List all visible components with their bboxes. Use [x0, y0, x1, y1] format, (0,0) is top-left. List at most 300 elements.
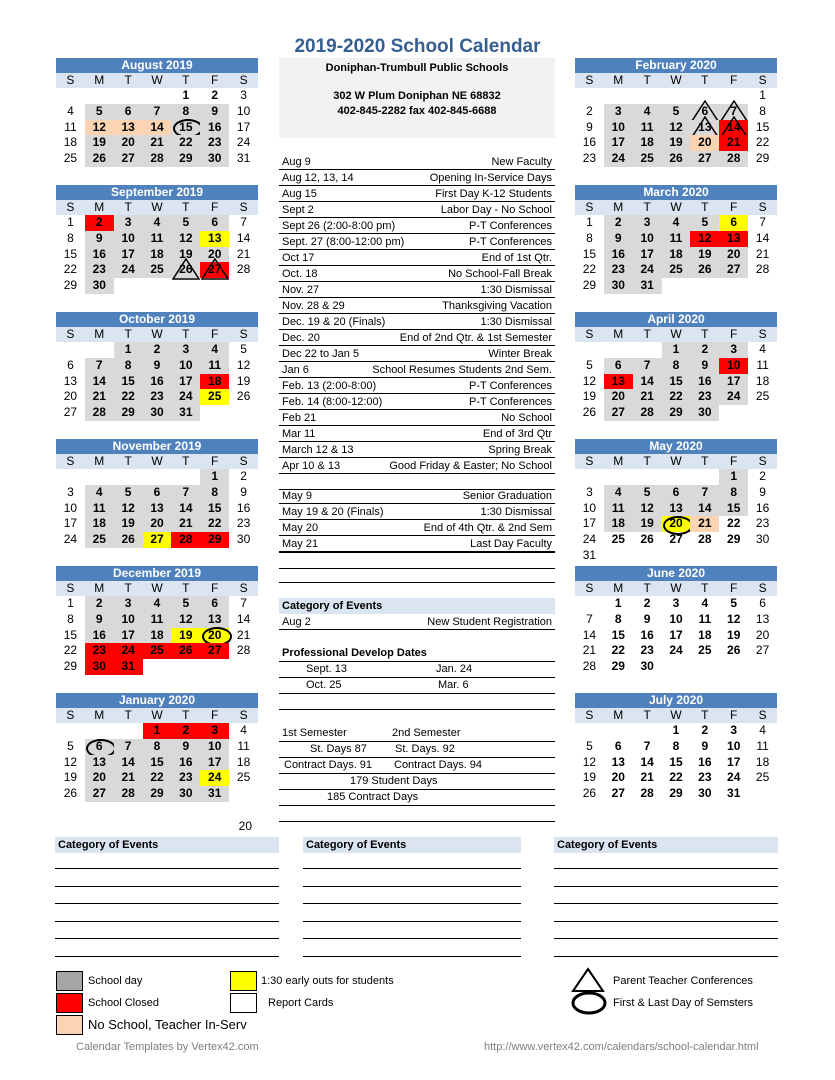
day-number: 16 — [236, 500, 251, 515]
day-cell — [662, 358, 691, 374]
day-number: 20 — [669, 516, 683, 531]
day-number: 23 — [92, 262, 106, 277]
day-cell — [690, 755, 719, 771]
legend-early: 1:30 early outs for students — [261, 975, 394, 987]
day-cell — [719, 262, 748, 278]
weekday-label: F — [211, 454, 219, 468]
empty-cell — [114, 88, 143, 104]
day-number: 25 — [63, 151, 78, 166]
day-number: 18 — [92, 516, 106, 531]
day-number: 1 — [182, 88, 190, 102]
weekday-label: T — [182, 454, 190, 468]
day-cell — [114, 231, 143, 247]
day-number: 28 — [92, 405, 106, 420]
day-number: 3 — [124, 596, 132, 610]
day-cell — [229, 262, 258, 278]
day-cell — [633, 358, 662, 374]
day-cell — [229, 389, 258, 405]
prof-dev-heading: Professional Develop Dates — [282, 647, 427, 659]
day-cell — [662, 786, 691, 802]
day-cell — [748, 342, 777, 358]
day-number: 30 — [150, 405, 164, 420]
day-number: 30 — [236, 532, 251, 547]
day-number: 24 — [179, 389, 193, 404]
day-cell — [229, 151, 258, 167]
day-number: 14 — [755, 230, 770, 245]
day-number: 22 — [755, 135, 770, 150]
day-cell — [719, 755, 748, 771]
day-number: 1 — [67, 215, 74, 229]
day-cell — [604, 151, 633, 167]
day-number: 15 — [179, 119, 193, 134]
day-cell — [85, 628, 114, 644]
day-cell — [114, 596, 143, 612]
day-cell — [229, 374, 258, 390]
weekday-label: S — [585, 327, 594, 341]
day-cell — [229, 342, 258, 358]
day-cell — [143, 262, 172, 278]
footer-credit[interactable]: Calendar Templates by Vertex42.com — [76, 1041, 259, 1053]
day-cell — [575, 485, 604, 501]
day-number: 21 — [582, 643, 597, 658]
event-row — [279, 154, 555, 170]
day-number: 13 — [208, 230, 222, 245]
day-number: 28 — [179, 532, 193, 547]
day-number: 10 — [669, 611, 683, 626]
month-calendar — [56, 58, 258, 167]
school-info — [279, 58, 555, 138]
contract-days: Contract Days. 91 — [284, 759, 373, 771]
day-number: 4 — [701, 596, 709, 610]
day-cell — [56, 358, 85, 374]
day-number: 14 — [582, 627, 597, 642]
day-number: 25 — [755, 389, 770, 404]
day-cell — [662, 612, 691, 628]
weekday-label: M — [613, 454, 624, 468]
day-cell — [85, 120, 114, 136]
month-calendar — [56, 693, 258, 802]
day-grid — [56, 723, 258, 802]
weekday-header — [56, 73, 258, 88]
day-number: 22 — [63, 262, 78, 277]
day-number: 23 — [150, 389, 164, 404]
day-cell — [604, 770, 633, 786]
day-number: 24 — [640, 262, 654, 277]
day-cell — [604, 612, 633, 628]
day-number: 24 — [208, 770, 222, 785]
day-number: 7 — [182, 484, 190, 499]
day-number: 30 — [92, 659, 106, 674]
day-number: 27 — [698, 151, 712, 166]
day-cell — [114, 374, 143, 390]
day-number: 6 — [95, 738, 103, 753]
day-grid — [56, 342, 258, 421]
day-cell — [56, 405, 85, 421]
day-cell — [662, 405, 691, 421]
day-cell — [662, 120, 691, 136]
day-cell — [229, 469, 258, 485]
day-number: 14 — [698, 500, 712, 515]
day-number: 15 — [582, 246, 597, 261]
day-number: 4 — [614, 484, 622, 499]
day-number: 4 — [759, 723, 766, 737]
weekday-label: S — [66, 73, 75, 87]
event-row — [279, 314, 555, 330]
empty-cell — [633, 723, 662, 739]
day-number: 24 — [582, 532, 597, 547]
legend-swatch-closed — [56, 993, 83, 1013]
day-number: 31 — [236, 151, 251, 166]
month-title: May 2020 — [575, 439, 777, 454]
legend-school-day: School day — [88, 975, 143, 987]
day-cell — [748, 247, 777, 263]
day-number: 30 — [611, 278, 625, 293]
day-number: 31 — [121, 659, 135, 674]
empty-cell — [633, 88, 662, 104]
day-cell — [633, 755, 662, 771]
divider — [279, 568, 555, 569]
day-cell — [114, 755, 143, 771]
day-cell — [171, 723, 200, 739]
day-number: 27 — [611, 405, 625, 420]
day-number: 5 — [586, 357, 593, 372]
day-cell — [114, 739, 143, 755]
event-date: Aug 12, 13, 14 — [282, 172, 354, 184]
day-number: 13 — [208, 611, 222, 626]
day-cell — [229, 247, 258, 263]
day-cell — [604, 262, 633, 278]
day-number: 4 — [240, 723, 247, 737]
student-days-total: 179 Student Days — [350, 775, 438, 787]
prof-dev-date: Jan. 24 — [436, 663, 473, 675]
weekday-label: F — [730, 454, 738, 468]
day-cell — [171, 374, 200, 390]
day-cell — [200, 247, 229, 263]
day-number: 11 — [669, 230, 683, 245]
empty-cell — [575, 88, 604, 104]
day-cell — [229, 770, 258, 786]
day-number: 18 — [150, 627, 164, 642]
day-number: 28 — [121, 786, 135, 801]
day-cell — [229, 120, 258, 136]
event-row — [279, 394, 555, 410]
day-number: 2 — [643, 596, 651, 610]
day-cell — [171, 485, 200, 501]
day-number: 10 — [63, 500, 78, 515]
day-cell — [719, 231, 748, 247]
day-number: 25 — [669, 262, 683, 277]
day-number: 18 — [236, 754, 251, 769]
day-cell — [575, 755, 604, 771]
day-number: 7 — [95, 357, 103, 372]
day-number: 19 — [727, 627, 741, 642]
day-number: 1 — [672, 342, 680, 356]
day-cell — [662, 739, 691, 755]
event-date: Oct. 18 — [282, 268, 318, 280]
event-text: End of 4th Qtr. & 2nd Sem — [423, 522, 552, 534]
day-number: 3 — [67, 484, 74, 499]
weekday-label: W — [151, 327, 163, 341]
day-number: 2 — [701, 723, 709, 737]
day-cell — [200, 723, 229, 739]
day-cell — [662, 643, 691, 659]
day-number: 12 — [121, 500, 135, 515]
weekday-header — [575, 581, 777, 596]
day-number: 20 — [208, 627, 222, 642]
day-cell — [633, 612, 662, 628]
day-number: 30 — [208, 151, 222, 166]
day-cell — [143, 135, 172, 151]
day-number: 27 — [121, 151, 135, 166]
day-cell — [662, 215, 691, 231]
day-number: 8 — [124, 357, 132, 372]
weekday-header — [575, 708, 777, 723]
day-number: 12 — [582, 373, 597, 388]
day-cell — [143, 786, 172, 802]
day-cell — [690, 215, 719, 231]
day-number: 9 — [759, 484, 766, 499]
day-number: 9 — [240, 484, 247, 499]
month-title: July 2020 — [575, 693, 777, 708]
day-cell — [85, 739, 114, 755]
day-cell — [719, 485, 748, 501]
day-number: 4 — [67, 103, 74, 118]
day-cell — [114, 104, 143, 120]
day-number: 1 — [153, 723, 161, 737]
day-number: 21 — [92, 389, 106, 404]
day-cell — [604, 104, 633, 120]
event-row — [279, 504, 555, 520]
day-cell — [114, 643, 143, 659]
day-number: 14 — [236, 230, 251, 245]
day-number: 17 — [582, 516, 597, 531]
weekday-header — [56, 200, 258, 215]
weekday-header — [575, 73, 777, 88]
day-cell — [748, 723, 777, 739]
day-cell — [171, 104, 200, 120]
month-calendar — [56, 439, 258, 548]
empty-cell — [85, 469, 114, 485]
day-number: 12 — [727, 611, 741, 626]
day-number: 3 — [586, 484, 593, 499]
day-cell — [690, 643, 719, 659]
day-cell — [748, 135, 777, 151]
day-cell — [690, 247, 719, 263]
day-number: 15 — [669, 373, 683, 388]
day-cell — [229, 135, 258, 151]
day-number: 4 — [153, 215, 161, 229]
day-number: 17 — [640, 246, 654, 261]
day-number: 13 — [727, 230, 741, 245]
weekday-label: S — [758, 581, 767, 595]
weekday-label: S — [758, 200, 767, 214]
day-number: 24 — [611, 151, 625, 166]
day-number: 4 — [643, 103, 651, 118]
weekday-label: M — [613, 581, 624, 595]
day-grid — [575, 723, 777, 802]
school-phone: 402-845-2282 fax 402-845-6688 — [337, 105, 497, 117]
weekday-label: T — [182, 327, 190, 341]
empty-cell — [171, 469, 200, 485]
day-number: 13 — [669, 500, 683, 515]
day-number: 30 — [698, 786, 712, 801]
event-text: 1:30 Dismissal — [480, 506, 552, 518]
day-cell — [633, 104, 662, 120]
empty-cell — [633, 342, 662, 358]
day-number: 18 — [640, 135, 654, 150]
divider — [55, 938, 279, 939]
day-cell — [575, 278, 604, 294]
day-cell — [85, 405, 114, 421]
day-cell — [690, 596, 719, 612]
day-number: 19 — [121, 516, 135, 531]
day-number: 25 — [755, 770, 770, 785]
day-number: 12 — [92, 119, 106, 134]
weekday-label: S — [239, 73, 248, 87]
day-number: 2 — [153, 342, 161, 356]
empty-cell — [690, 88, 719, 104]
day-cell — [229, 532, 258, 548]
day-cell — [85, 374, 114, 390]
day-cell — [604, 628, 633, 644]
day-cell — [85, 231, 114, 247]
month-title: January 2020 — [56, 693, 258, 708]
day-cell — [229, 88, 258, 104]
day-number: 9 — [182, 738, 190, 753]
legend-ptc: Parent Teacher Conferences — [613, 975, 753, 987]
day-cell — [200, 358, 229, 374]
empty-cell — [85, 88, 114, 104]
day-cell — [719, 643, 748, 659]
day-cell — [690, 786, 719, 802]
event-date: Sept 2 — [282, 204, 314, 216]
day-number: 7 — [701, 484, 709, 499]
day-number: 12 — [698, 230, 712, 245]
day-cell — [200, 374, 229, 390]
day-number: 23 — [611, 262, 625, 277]
event-row — [279, 362, 555, 378]
day-cell — [85, 104, 114, 120]
day-number: 23 — [92, 643, 106, 658]
day-number: 19 — [63, 770, 78, 785]
day-number: 26 — [236, 389, 251, 404]
weekday-label: M — [613, 73, 624, 87]
day-number: 15 — [755, 119, 770, 134]
day-cell — [662, 532, 691, 548]
day-cell — [200, 342, 229, 358]
day-number: 11 — [208, 357, 222, 372]
day-cell — [200, 516, 229, 532]
category-heading: Category of Events — [279, 598, 555, 614]
day-cell — [748, 262, 777, 278]
day-cell — [748, 358, 777, 374]
day-cell — [719, 215, 748, 231]
category-item — [279, 614, 555, 630]
day-number: 1 — [730, 469, 738, 483]
event-text: 1:30 Dismissal — [480, 284, 552, 296]
day-cell — [200, 770, 229, 786]
day-number: 5 — [730, 596, 738, 610]
day-number: 15 — [669, 754, 683, 769]
day-number: 2 — [95, 215, 103, 229]
day-number: 3 — [672, 596, 680, 610]
day-cell — [171, 135, 200, 151]
event-date: Sept 26 (2:00-8:00 pm) — [282, 220, 396, 232]
contract-days-total: 185 Contract Days — [327, 791, 419, 803]
day-number: 17 — [179, 373, 193, 388]
weekday-label: W — [670, 327, 682, 341]
day-grid — [575, 342, 777, 421]
day-number: 28 — [755, 262, 770, 277]
day-cell — [719, 596, 748, 612]
weekday-label: M — [94, 581, 105, 595]
day-cell — [143, 358, 172, 374]
day-cell — [719, 342, 748, 358]
day-number: 23 — [640, 643, 654, 658]
day-cell — [662, 628, 691, 644]
day-number: 16 — [698, 373, 712, 388]
day-number: 27 — [755, 643, 770, 658]
day-cell — [748, 215, 777, 231]
weekday-label: T — [124, 454, 132, 468]
day-cell — [56, 612, 85, 628]
day-number: 22 — [669, 770, 683, 785]
weekday-header — [575, 454, 777, 469]
day-number: 10 — [208, 738, 222, 753]
footer-url[interactable]: http://www.vertex42.com/calendars/school-calendar.html — [484, 1041, 759, 1053]
day-number: 2 — [182, 723, 190, 737]
weekday-label: F — [730, 200, 738, 214]
day-number: 19 — [179, 246, 193, 261]
day-cell — [56, 628, 85, 644]
day-cell — [690, 405, 719, 421]
day-number: 21 — [640, 389, 654, 404]
day-cell — [719, 151, 748, 167]
day-number: 23 — [236, 516, 251, 531]
day-number: 26 — [582, 405, 597, 420]
day-cell — [633, 262, 662, 278]
day-number: 29 — [121, 405, 135, 420]
day-number: 8 — [672, 738, 680, 753]
day-number: 29 — [669, 786, 683, 801]
day-cell — [171, 628, 200, 644]
day-cell — [719, 469, 748, 485]
day-number: 14 — [92, 373, 106, 388]
weekday-label: M — [613, 327, 624, 341]
day-cell — [662, 247, 691, 263]
day-number: 25 — [611, 532, 625, 547]
day-cell — [719, 770, 748, 786]
divider — [554, 886, 778, 887]
day-cell — [114, 612, 143, 628]
event-row — [279, 378, 555, 394]
day-cell — [575, 770, 604, 786]
event-date: Sept. 27 (8:00-12:00 pm) — [282, 236, 405, 248]
school-name: Doniphan-Trumbull Public Schools — [325, 62, 509, 74]
day-number: 29 — [63, 278, 78, 293]
day-number: 11 — [92, 500, 106, 515]
day-cell — [143, 628, 172, 644]
day-cell — [575, 501, 604, 517]
day-number: 13 — [150, 500, 164, 515]
day-cell — [56, 389, 85, 405]
day-cell — [719, 739, 748, 755]
weekday-label: M — [94, 200, 105, 214]
day-cell — [604, 231, 633, 247]
day-number: 17 — [121, 246, 135, 261]
day-cell — [690, 739, 719, 755]
day-cell — [85, 135, 114, 151]
